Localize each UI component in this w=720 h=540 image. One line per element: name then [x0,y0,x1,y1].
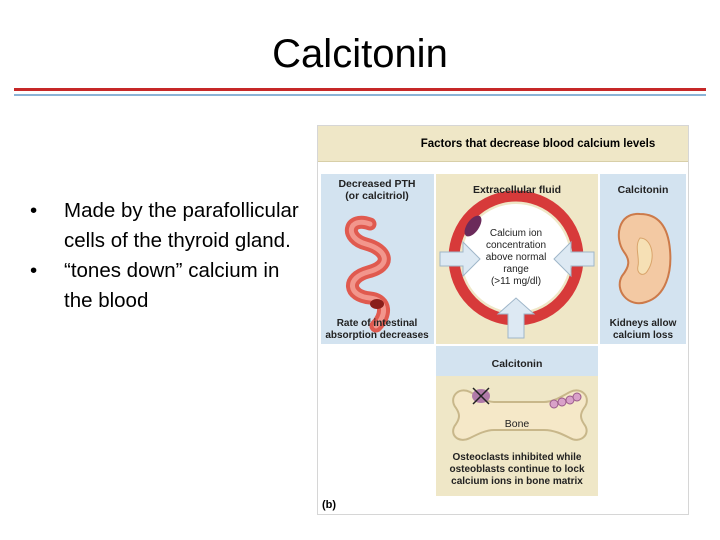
label-calcium-concentration: Calcium ion concentration above normal range (>11 mg/dl) [485,228,547,287]
label-calcitonin-right: Calcitonin [617,184,669,196]
label-decreased-pth: Decreased PTH (or calcitriol) [338,178,416,202]
bullet-text: Made by the parafollicular cells of the thyroid gland. [64,199,299,252]
osteoblast-icon [550,400,558,408]
label-kidneys: Kidneys allow calcium loss [609,318,677,341]
label-extracellular-fluid: Extracellular fluid [472,184,562,196]
panel-tag: (b) [322,499,337,511]
slide-title: Calcitonin [272,32,448,76]
bullet-list [30,196,300,316]
label-intestinal-absorption: Rate of intestinal absorption decreases [325,318,429,341]
title-divider-red [14,88,706,91]
bullet-item [30,256,300,316]
label-osteoclast-caption: Osteoclasts inhibited while osteoblasts continue to lock calcium ions in bone matrix [449,452,585,487]
calcium-diagram [317,125,689,515]
diagram-header: Factors that decrease blood calcium levels [318,126,688,162]
label-calcitonin-bottom: Calcitonin [491,358,543,370]
title-divider-blue [14,94,706,96]
bullet-text: “tones down” calcium in the blood [64,259,280,312]
intestine-opening [370,299,384,309]
bullet-item [30,196,300,256]
bullet-dot-icon: • [30,259,38,282]
label-bone: Bone [504,418,530,430]
bullet-dot-icon: • [30,199,38,222]
